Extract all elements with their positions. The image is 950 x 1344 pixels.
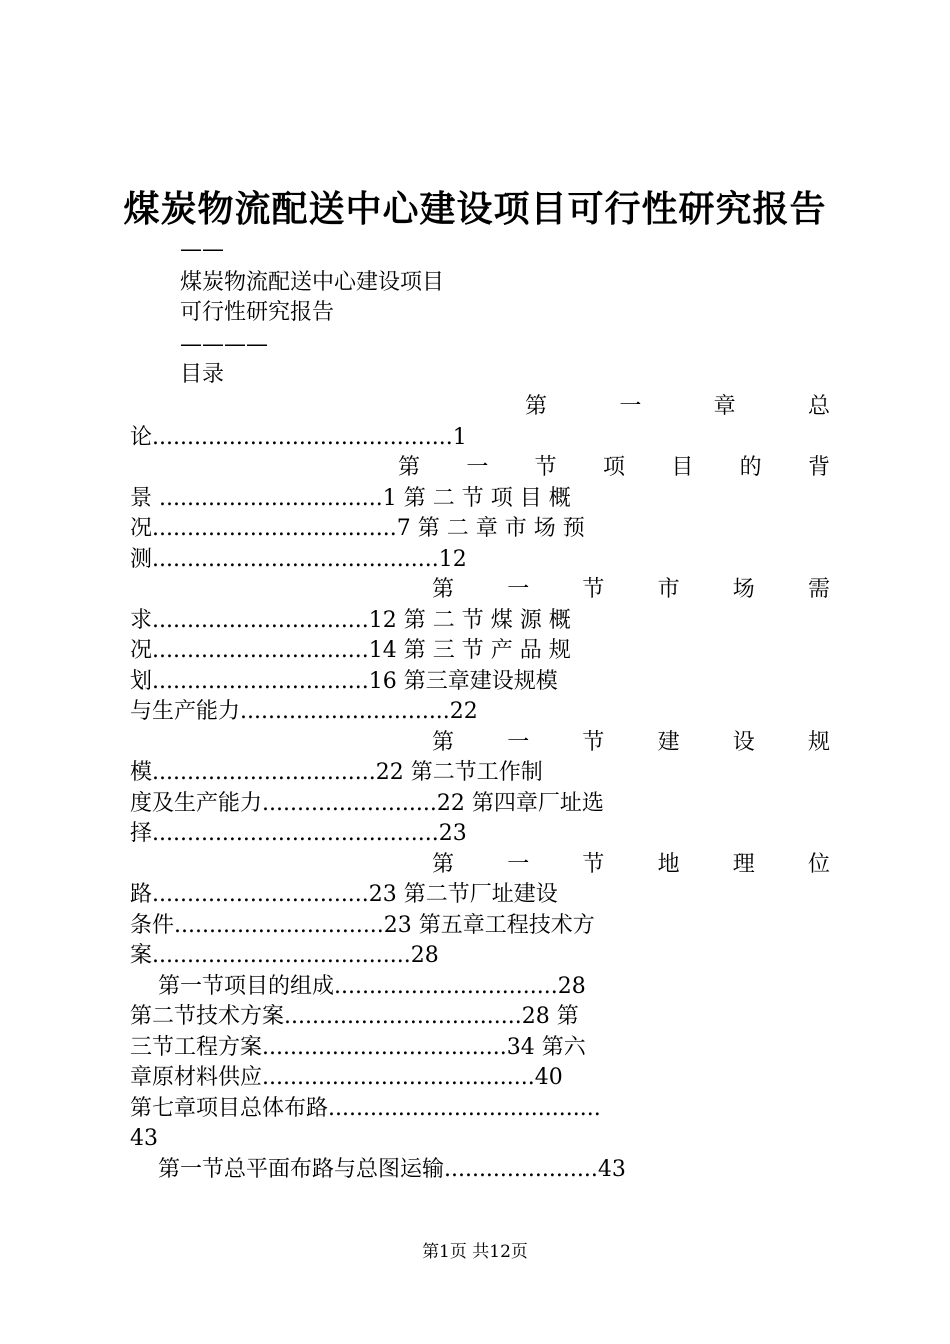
toc-entry: 路...............................23 第二节厂址建设 bbox=[130, 882, 558, 907]
subtitle-line-2: 可行性研究报告 bbox=[180, 300, 335, 325]
toc-entry: 案.....................................28 bbox=[130, 943, 439, 968]
toc-entry: 与生产能力..............................22 bbox=[130, 699, 478, 724]
dash-separator: —— bbox=[180, 237, 224, 262]
toc-entry: 模................................22 第二节工作制 bbox=[130, 760, 543, 785]
toc-entry: 第二节技术方案..................................28 第 bbox=[130, 1004, 579, 1029]
toc-entry: 条件..............................23 第五章工程技术方 bbox=[130, 912, 595, 938]
toc-entry: 况...............................14 第 三 节 产 品 规 bbox=[130, 638, 571, 663]
toc-entry-spread bbox=[525, 392, 830, 422]
toc-entry-spread bbox=[398, 453, 830, 483]
toc-entry: 第一节总平面布路与总图运输......................43 bbox=[130, 1156, 626, 1182]
toc-entry: 划...............................16 第三章建设规模 bbox=[130, 668, 558, 694]
toc-char: 规 bbox=[807, 729, 830, 755]
toc-entry: 测.........................................12 bbox=[130, 546, 467, 572]
toc-entry: 景 ................................1 第 二 节 项 目 概 bbox=[130, 485, 571, 511]
toc-entry: 章原材料供应.......................................40 bbox=[130, 1065, 563, 1090]
toc-entry: 求...............................12 第 二 节 煤 源 概 bbox=[130, 607, 571, 633]
toc-char: 章 bbox=[713, 394, 736, 419]
toc-char: 项 bbox=[602, 455, 625, 480]
toc-char: 理 bbox=[732, 851, 755, 877]
toc-entry: 三节工程方案...................................34 第六 bbox=[130, 1034, 586, 1060]
toc-char: 一 bbox=[466, 455, 489, 480]
toc-entry-spread bbox=[432, 850, 830, 880]
toc-char: 节 bbox=[582, 851, 605, 877]
toc-char: 第 bbox=[398, 455, 421, 480]
page-footer: 第1页 共12页 bbox=[422, 1242, 528, 1262]
toc-char: 设 bbox=[732, 729, 755, 755]
toc-entry-spread bbox=[432, 728, 830, 758]
toc-char: 一 bbox=[507, 577, 530, 602]
toc-char: 第 bbox=[432, 851, 455, 877]
toc-entry-spread bbox=[432, 575, 830, 605]
toc-entry: 况...................................7 第 二 章 市 场 预 bbox=[130, 516, 585, 541]
toc-char: 地 bbox=[657, 851, 680, 877]
toc-char: 节 bbox=[534, 455, 557, 480]
toc-char: 市 bbox=[657, 577, 680, 602]
toc-entry: 论...........................................1 bbox=[130, 424, 467, 450]
document-title: 煤炭物流配送中心建设项目可行性研究报告 bbox=[123, 188, 827, 230]
toc-entry: 第七章项目总体布路....................................... bbox=[130, 1095, 601, 1121]
toc-char: 节 bbox=[582, 577, 605, 602]
toc-char: 场 bbox=[732, 577, 755, 602]
toc-char: 背 bbox=[807, 455, 830, 480]
toc-heading: 目录 bbox=[180, 362, 225, 387]
toc-char: 建 bbox=[657, 729, 680, 755]
toc-char: 节 bbox=[582, 729, 605, 755]
toc-char: 需 bbox=[807, 577, 830, 602]
toc-char: 总 bbox=[807, 394, 830, 419]
subtitle-line-1: 煤炭物流配送中心建设项目 bbox=[180, 270, 445, 295]
toc-entry: 43 bbox=[130, 1126, 158, 1151]
toc-char: 第 bbox=[525, 394, 548, 419]
toc-entry: 择.........................................23 bbox=[130, 821, 467, 846]
toc-char: 第 bbox=[432, 729, 455, 755]
toc-char: 第 bbox=[432, 577, 455, 602]
toc-char: 的 bbox=[739, 455, 762, 480]
toc-char: 位 bbox=[807, 851, 830, 877]
toc-entry: 度及生产能力.........................22 第四章厂址选 bbox=[130, 790, 604, 816]
toc-char: 一 bbox=[507, 851, 530, 877]
toc-char: 一 bbox=[507, 729, 530, 755]
toc-char: 一 bbox=[619, 394, 642, 419]
toc-entry: 第一节项目的组成................................28 bbox=[130, 973, 586, 999]
dash-separator: ———— bbox=[180, 332, 268, 357]
toc-char: 目 bbox=[671, 455, 694, 480]
